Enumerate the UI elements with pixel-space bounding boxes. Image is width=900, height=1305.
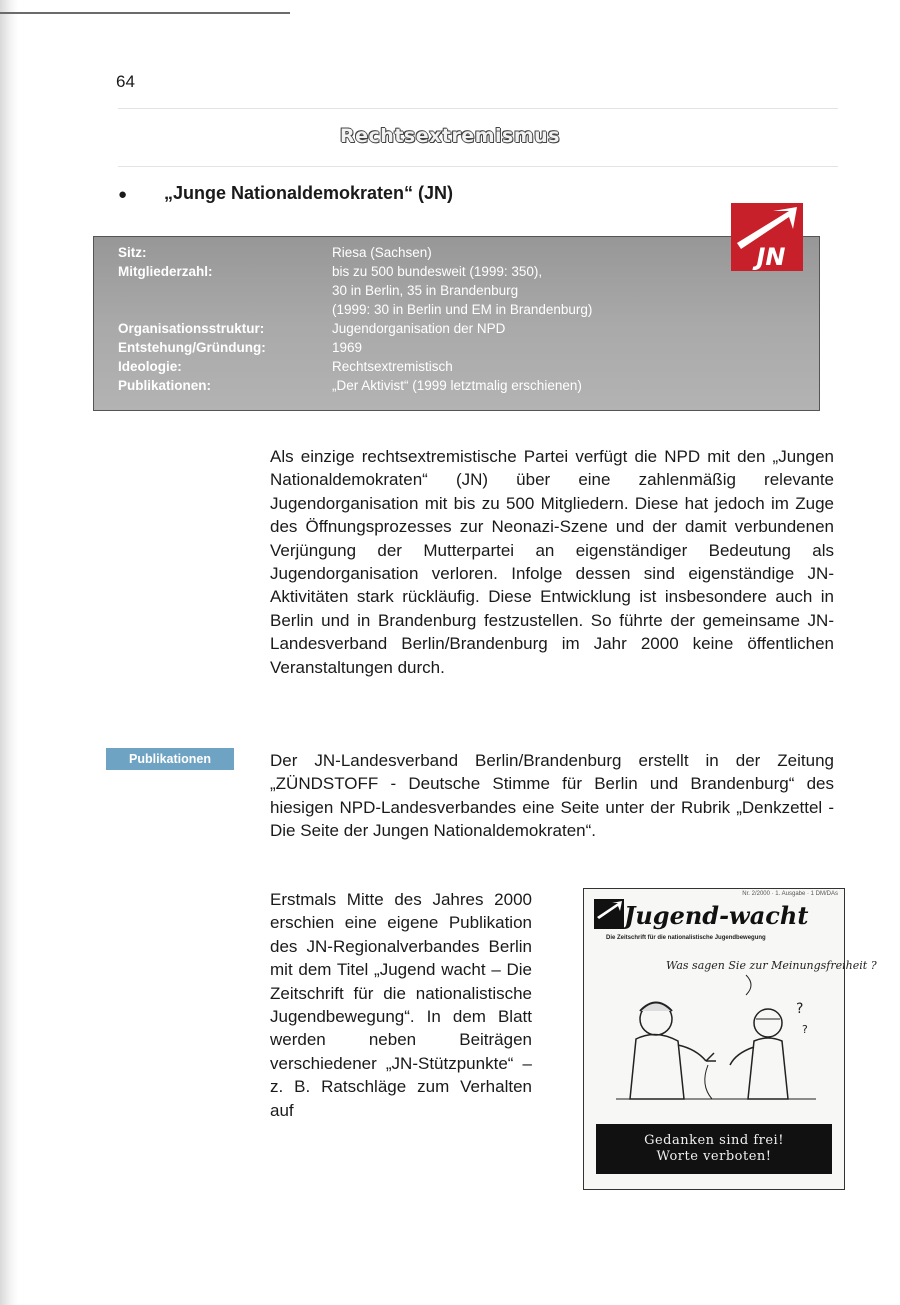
organisation-fact-box	[93, 236, 820, 411]
fact-value: 30 in Berlin, 35 in Brandenburg	[332, 283, 519, 298]
cover-logo-icon	[594, 899, 624, 929]
page-scan-edge	[0, 0, 18, 1305]
fact-value: Jugendorganisation der NPD	[332, 321, 506, 336]
fact-label: Ideologie:	[118, 359, 182, 374]
publication-cover-image	[583, 888, 877, 1190]
fact-label: Entstehung/Gründung:	[118, 340, 266, 355]
fact-value: (1999: 30 in Berlin und EM in Brandenburg)	[332, 302, 593, 317]
fact-value: „Der Aktivist“ (1999 letztmalig erschienen)	[332, 378, 582, 393]
organisation-heading	[118, 183, 453, 204]
cover-topline: Nr. 2/2000 · 1. Ausgabe · 1 DM/DAs	[742, 891, 838, 897]
cover-banner-line: Worte verboten!	[656, 1149, 772, 1164]
cover-subtitle: Die Zeitschrift für die nationalistische Jugendbewegung	[606, 935, 766, 941]
cartoon-illustration	[596, 949, 877, 1114]
fact-value: 1969	[332, 340, 363, 355]
jn-logo	[731, 203, 803, 271]
scan-top-line	[0, 12, 290, 14]
organisation-title: „Junge Nationaldemokraten“ (JN)	[164, 183, 454, 203]
fact-label: Publikationen:	[118, 378, 212, 393]
bullet-icon: ●	[118, 186, 128, 203]
fact-value: Rechtsextremistisch	[332, 359, 453, 374]
header-rule-top	[118, 108, 838, 109]
fact-row	[94, 321, 819, 341]
page-number: 64	[116, 72, 135, 91]
fact-row	[94, 340, 819, 360]
logo-text: JN	[756, 243, 786, 271]
cover-banner	[596, 1124, 832, 1174]
body-paragraph: Als einzige rechtsextremistische Partei verfügt die NPD mit den „Jungen Nationaldemokraten“ (JN) über eine zahlenmäßig relevante Jugendorganisation mit bis zu 500 Mitgliedern. Diese hat jedoch im Zuge des Öffnungsprozesses zur Neonazi-Szene und der damit verbundenen Verjüngung der Mutterpartei an eigenständiger Bedeutung als Jugendorganisation verloren. Infolge dessen sind eigenständige JN-Aktivitäten stark rückläufig. Diese Entwicklung ist insbesondere auch in Berlin und in Brandenburg festzustellen. So führte der gemeinsame JN-Landesverband Berlin/Brandenburg im Jahr 2000 keine öffentlichen Veranstaltungen durch.	[270, 447, 834, 677]
side-label-publikationen: Publikationen	[106, 748, 234, 770]
fact-row	[94, 283, 819, 303]
svg-text:?: ?	[796, 1001, 804, 1017]
fact-row	[94, 245, 819, 265]
cover-banner-line: Gedanken sind frei!	[644, 1133, 784, 1148]
fact-label: Mitgliederzahl:	[118, 264, 213, 279]
section-title: Rechtsextremismus	[340, 125, 560, 147]
body-paragraph: Der JN-Landesverband Berlin/Brandenburg erstellt in der Zeitung „ZÜNDSTOFF - Deutsche Stimme für Berlin und Brandenburg“ des hiesigen NPD-Landesverbandes eine Seite unter der Rubrik „Denkzettel - Die Seite der Jungen Nationaldemokraten“.	[270, 751, 834, 841]
fact-label: Sitz:	[118, 245, 147, 260]
cover-masthead: Jugend-wacht	[624, 901, 809, 930]
fact-value: Riesa (Sachsen)	[332, 245, 432, 260]
fact-row	[94, 359, 819, 379]
body-paragraph-narrow: Erstmals Mitte des Jahres 2000 erschien eine eigene Publikation des JN-Regionalverbandes Berlin mit dem Titel „Jugend wacht – Die Zeitschrift für die nationalistische Jugendbewegung“. In dem Blatt werden neben Beiträgen verschiedener „JN-Stützpunkte“ – z. B. Ratschläge zum Verhalten auf	[270, 890, 532, 1120]
svg-text:?: ?	[802, 1023, 808, 1036]
cartoon-speech: Was sagen Sie zur Meinungsfreiheit ?	[666, 959, 877, 972]
fact-row	[94, 264, 819, 284]
fact-row	[94, 302, 819, 322]
fact-row	[94, 378, 819, 398]
header-rule-bottom	[118, 166, 838, 167]
fact-value: bis zu 500 bundesweit (1999: 350),	[332, 264, 543, 279]
fact-label: Organisationsstruktur:	[118, 321, 265, 336]
